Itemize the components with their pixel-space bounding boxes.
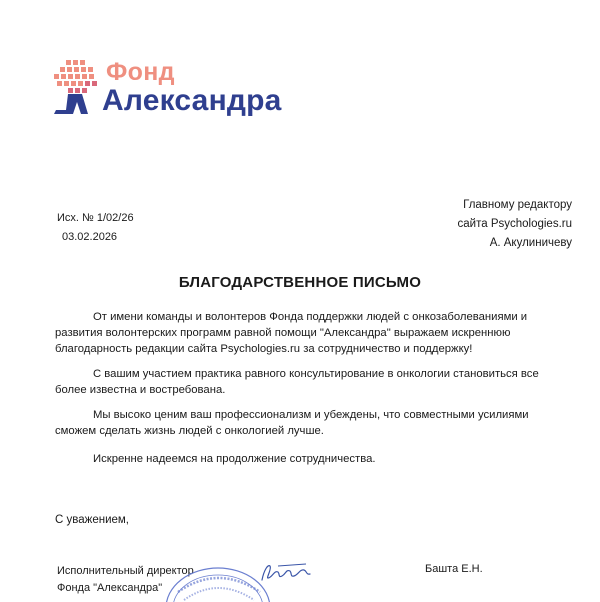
addressee-line: А. Акулиничеву bbox=[489, 237, 572, 249]
addressee-line: Главному редактору bbox=[463, 199, 572, 211]
body-paragraph: Мы высоко ценим ваш профессионализм и убеждены, что совместными усилиями сможем сделать жизнь людей с онкологией лучше. bbox=[55, 409, 529, 437]
signatory-role-line: Исполнительный директор bbox=[57, 565, 194, 577]
closing-phrase: С уважением, bbox=[55, 514, 129, 526]
letter-title: БЛАГОДАРСТВЕННОЕ ПИСЬМО bbox=[178, 274, 422, 291]
body-paragraph: От имени команды и волонтеров Фонда поддержки людей с онкозаболеваниями и развития волонтерских программ равной помощи "Александра" выражаем искреннюю благодарность редакции сайта Psychologies.ru за сотрудничество и поддержку! bbox=[55, 311, 528, 355]
signatory-name: Башта Е.Н. bbox=[425, 563, 483, 575]
body-paragraph: Искренне надеемся на продолжение сотрудничества. bbox=[93, 453, 376, 465]
signatory-role-line: Фонда "Александра" bbox=[57, 582, 163, 594]
handwritten-signature-icon bbox=[258, 560, 316, 586]
logo-text-name: Александра bbox=[102, 84, 282, 117]
outgoing-number: Исх. № 1/02/26 bbox=[57, 212, 134, 224]
addressee-block bbox=[458, 196, 572, 253]
addressee-line: сайта Psychologies.ru bbox=[457, 218, 572, 230]
body-paragraph: С вашим участием практика равного консультирование в онкологии становиться все более известна и востребована. bbox=[55, 368, 539, 396]
stamp-icon bbox=[160, 562, 272, 602]
foundation-logo-icon bbox=[48, 58, 104, 118]
letter-date: 03.02.2026 bbox=[62, 231, 118, 243]
logo-text-fond: Фонд bbox=[106, 58, 175, 86]
